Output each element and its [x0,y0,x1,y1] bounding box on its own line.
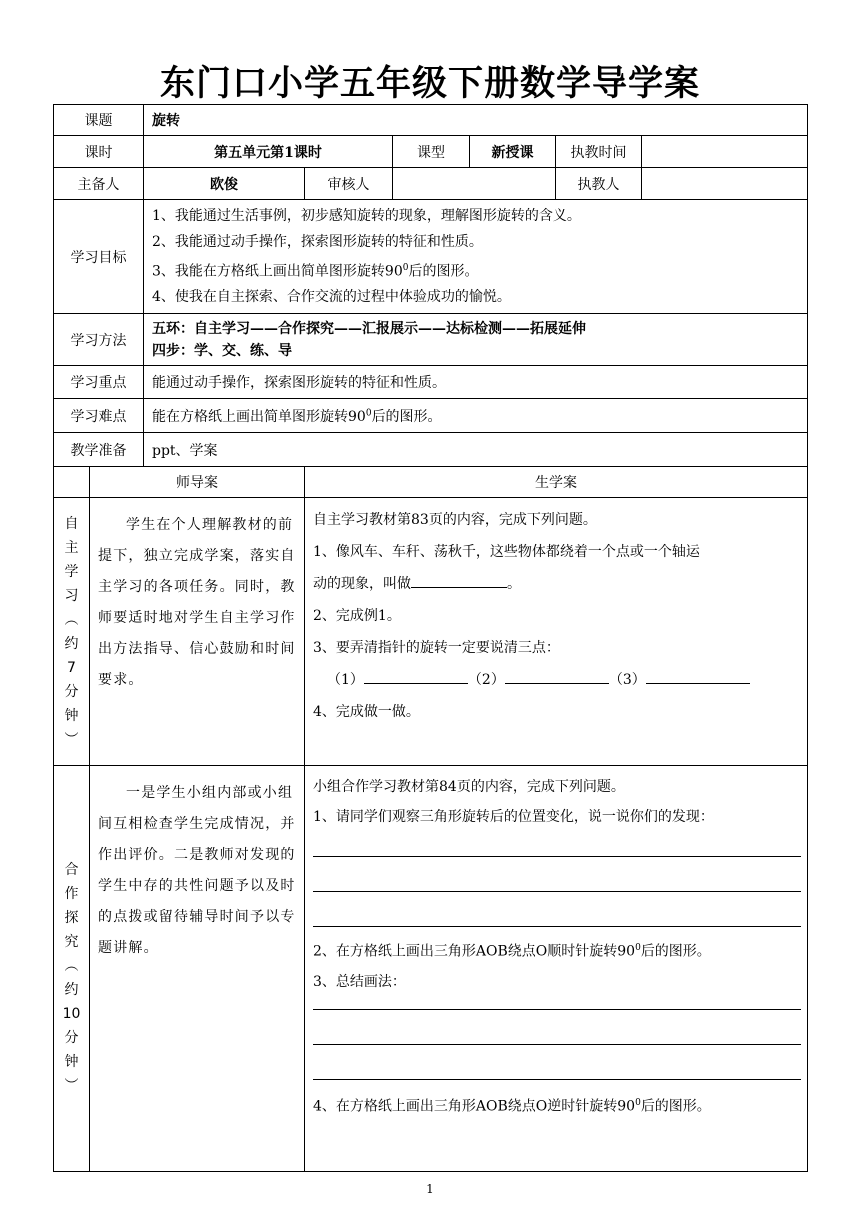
section-self-study-student-text [305,498,808,766]
methods-value [144,314,808,366]
key-point-value: 能通过动手操作，探索图形旋转的特征和性质。 [144,366,808,399]
teacher-column-header: 师导案 [90,467,305,498]
side-char: 钟 [64,1054,79,1070]
answer-blank[interactable] [646,665,750,684]
difficulty-text: 能在方格纸上画出简单图形旋转90 [152,408,366,425]
question-1a: 1、像风车、车秆、荡秋千，这些物体都绕着一个点或一个轴运 [313,544,700,560]
difficulty-tail: 后的图形。 [371,408,442,425]
row-key-point [54,366,808,399]
preparer-label: 主备人 [54,168,144,200]
methods-label: 学习方法 [54,314,144,366]
section-cooperation-student-text [305,766,808,1172]
row-preparation [54,433,808,467]
side-char: 分 [64,1030,79,1046]
row-preparer [54,168,808,200]
section-cooperation [54,766,808,1172]
page-number: 1 [426,1182,434,1196]
question-4 [313,1088,801,1122]
answer-blank[interactable] [411,569,507,588]
question-1: 1、请同学们观察三角形旋转后的位置变化，说一说你们的发现： [313,809,714,825]
period-value: 第五单元第1课时 [144,136,393,168]
preparation-value: ppt、学案 [144,433,808,467]
row-difficulty [54,399,808,433]
side-char: 合 [64,862,79,878]
student-intro: 自主学习教材第83页的内容，完成下列问题。 [313,512,597,528]
question-3: 3、要弄清指针的旋转一定要说清三点： [313,640,560,656]
side-char: 约 [64,636,79,652]
topic-label: 课题 [54,105,144,136]
side-char: 习 [64,588,79,604]
preparation-label: 教学准备 [54,433,144,467]
topic-value: 旋转 [144,105,808,136]
lesson-plan-table [53,104,808,1172]
section-cooperation-teacher-text: 一是学生小组内部或小组间互相检查学生完成情况，并作出评价。二是教师对发现的学生中存的共性问题予以及时的点拨或留待辅导时间予以专题讲解。 [90,766,305,1172]
blank-header-cell [54,467,90,498]
side-char: 主 [64,540,79,556]
student-column-header: 生学案 [305,467,808,498]
degree-mark: 0 [635,943,641,953]
question-2: 2、完成例1。 [313,608,401,624]
section-self-study-teacher-text: 学生在个人理解教材的前提下，独立完成学案，落实自主学习的各项任务。同时，教师要适时地对学生自主学习作出方法指导、信心鼓励和时间要求。 [90,498,305,766]
row-methods [54,314,808,366]
answer-line[interactable] [313,1010,801,1045]
degree-mark: 0 [365,407,372,418]
side-char: 究 [64,934,79,950]
side-char: ︵ [64,612,79,628]
side-char: 7 [67,660,76,676]
side-char: ︶ [64,732,79,748]
row-period [54,136,808,168]
question-4-text: 4、在方格纸上画出三角形AOB绕点O逆时针旋转90 [313,1098,636,1115]
question-3-blanks [313,664,801,696]
side-char: ︵ [64,958,79,974]
question-1b [313,568,801,600]
difficulty-value [144,399,808,433]
question-4: 4、完成做一做。 [313,704,420,720]
teach-time-label: 执教时间 [556,136,642,168]
question-1b-end: 。 [507,576,521,592]
teacher-value [642,168,808,200]
goals-label: 学习目标 [54,200,144,314]
blank-label-3: （3） [608,672,646,688]
row-column-headers [54,467,808,498]
row-topic [54,105,808,136]
side-char: 学 [64,564,79,580]
method-line-1: 五环：自主学习——合作探究——汇报展示——达标检测——拓展延伸 [152,320,586,337]
preparer-value: 欧俊 [144,168,305,200]
answer-blank[interactable] [364,665,468,684]
answer-line[interactable] [313,857,801,892]
side-char: 探 [64,910,79,926]
method-line-2: 四步：学、交、练、导 [152,342,292,359]
section-self-study [54,498,808,766]
answer-line[interactable] [313,1045,801,1080]
blank-label-1: （1） [327,672,364,688]
goal-item: 1、我能通过生活事例，初步感知旋转的现象，理解图形旋转的含义。 [152,207,581,224]
answer-line[interactable] [313,832,801,857]
side-char: 10 [62,1006,81,1022]
type-label: 课型 [393,136,470,168]
goals-list [144,200,808,314]
blank-label-2: （2） [467,672,505,688]
question-2-tail: 后的图形。 [640,943,711,960]
section-cooperation-label [54,766,90,1172]
teach-time-value [642,136,808,168]
degree-mark: 0 [402,262,409,273]
side-char: ︶ [64,1078,79,1094]
reviewer-label: 审核人 [305,168,393,200]
key-point-label: 学习重点 [54,366,144,399]
side-char: 作 [64,886,79,902]
difficulty-label: 学习难点 [54,399,144,433]
question-2 [313,933,801,967]
period-label: 课时 [54,136,144,168]
section-self-study-label [54,498,90,766]
goal-item [144,255,807,285]
reviewer-value [393,168,556,200]
goal-item: 2、我能通过动手操作，探索图形旋转的特征和性质。 [152,233,483,250]
answer-line[interactable] [313,997,801,1010]
row-goals [54,200,808,314]
side-char: 自 [64,516,79,532]
side-char: 钟 [64,708,79,724]
question-3: 3、总结画法： [313,973,406,990]
goal-item-text: 3、我能在方格纸上画出简单图形旋转90 [152,263,403,280]
answer-blank[interactable] [505,665,609,684]
degree-mark: 0 [635,1097,641,1108]
teacher-label: 执教人 [556,168,642,200]
goal-item-tail: 后的图形。 [408,263,479,280]
page-title: 东门口小学五年级下册数学导学案 [159,63,700,104]
goal-item: 4、使我在自主探索、合作交流的过程中体验成功的愉悦。 [152,289,511,306]
type-value: 新授课 [470,136,556,168]
side-char: 分 [64,684,79,700]
answer-line[interactable] [313,892,801,927]
question-1b-text: 动的现象，叫做 [313,576,411,592]
side-char: 约 [64,982,79,998]
question-2-text: 2、在方格纸上画出三角形AOB绕点O顺时针旋转90 [313,943,636,960]
student-intro: 小组合作学习教材第84页的内容，完成下列问题。 [313,779,625,795]
question-4-tail: 后的图形。 [640,1098,711,1115]
